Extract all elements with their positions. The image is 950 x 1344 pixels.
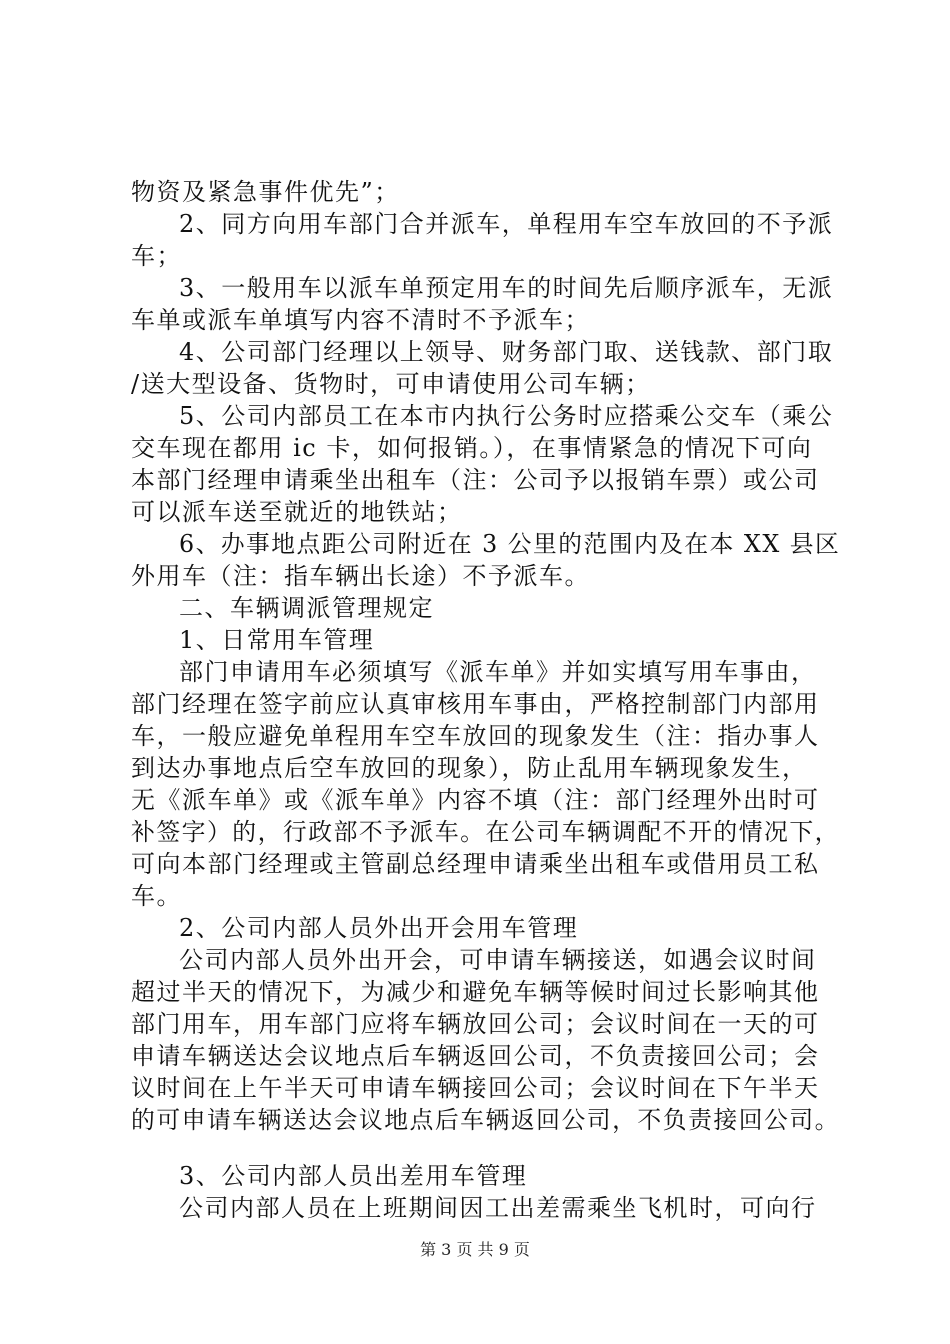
text-line: 外用车（注：指车辆出长途）不予派车。: [131, 562, 590, 590]
text-line: 可向本部门经理或主管副总经理申请乘坐出租车或借用员工私: [131, 850, 820, 878]
text-line: 本部门经理申请乘坐出租车（注：公司予以报销车票）或公司: [131, 466, 820, 494]
subsection-heading: 2、公司内部人员外出开会用车管理: [179, 914, 579, 942]
text-line: 申请车辆送达会议地点后车辆返回公司，不负责接回公司；会: [131, 1042, 820, 1070]
text-line: 超过半天的情况下，为减少和避免车辆等候时间过长影响其他: [131, 978, 820, 1006]
text-line: 公司内部人员外出开会，可申请车辆接送，如遇会议时间: [179, 946, 817, 974]
text-line: 车，一般应避免单程用车空车放回的现象发生（注：指办事人: [131, 722, 820, 750]
text-line: 车；: [131, 242, 182, 270]
text-line: /送大型设备、货物时，可申请使用公司车辆；: [131, 370, 651, 398]
text-line: 部门经理在签字前应认真审核用车事由，严格控制部门内部用: [131, 690, 820, 718]
text-line: 车单或派车单填写内容不清时不予派车；: [131, 306, 590, 334]
text-line: 6、办事地点距公司附近在 3 公里的范围内及在本 XX 县区: [179, 530, 841, 558]
text-line: 物资及紧急事件优先”；: [131, 178, 400, 206]
text-line: 公司内部人员在上班期间因工出差需乘坐飞机时，可向行: [179, 1194, 817, 1222]
section-heading: 二、车辆调派管理规定: [179, 594, 434, 622]
subsection-heading: 3、公司内部人员出差用车管理: [179, 1162, 528, 1190]
text-line: 部门申请用车必须填写《派车单》并如实填写用车事由，: [179, 658, 817, 686]
text-line: 到达办事地点后空车放回的现象），防止乱用车辆现象发生，: [131, 754, 808, 782]
text-line: 议时间在上午半天可申请车辆接回公司；会议时间在下午半天: [131, 1074, 820, 1102]
text-line: 交车现在都用 ic 卡，如何报销。），在事情紧急的情况下可向: [131, 434, 813, 462]
text-line: 3、一般用车以派车单预定用车的时间先后顺序派车，无派: [179, 274, 834, 302]
text-line: 车。: [131, 882, 182, 910]
subsection-heading: 1、日常用车管理: [179, 626, 375, 654]
text-line: 2、同方向用车部门合并派车，单程用车空车放回的不予派: [179, 210, 834, 238]
text-line: 5、公司内部员工在本市内执行公务时应搭乘公交车（乘公: [179, 402, 834, 430]
text-line: 可以派车送至就近的地铁站；: [131, 498, 463, 526]
text-line: 部门用车，用车部门应将车辆放回公司；会议时间在一天的可: [131, 1010, 820, 1038]
text-line: 4、公司部门经理以上领导、财务部门取、送钱款、部门取: [179, 338, 834, 366]
text-line: 补签字）的，行政部不予派车。在公司车辆调配不开的情况下，: [131, 818, 841, 846]
text-line: 无《派车单》或《派车单》内容不填（注：部门经理外出时可: [131, 786, 820, 814]
page-number-footer: 第 3 页 共 9 页: [420, 1240, 530, 1259]
text-line: 的可申请车辆送达会议地点后车辆返回公司，不负责接回公司。: [131, 1106, 841, 1134]
